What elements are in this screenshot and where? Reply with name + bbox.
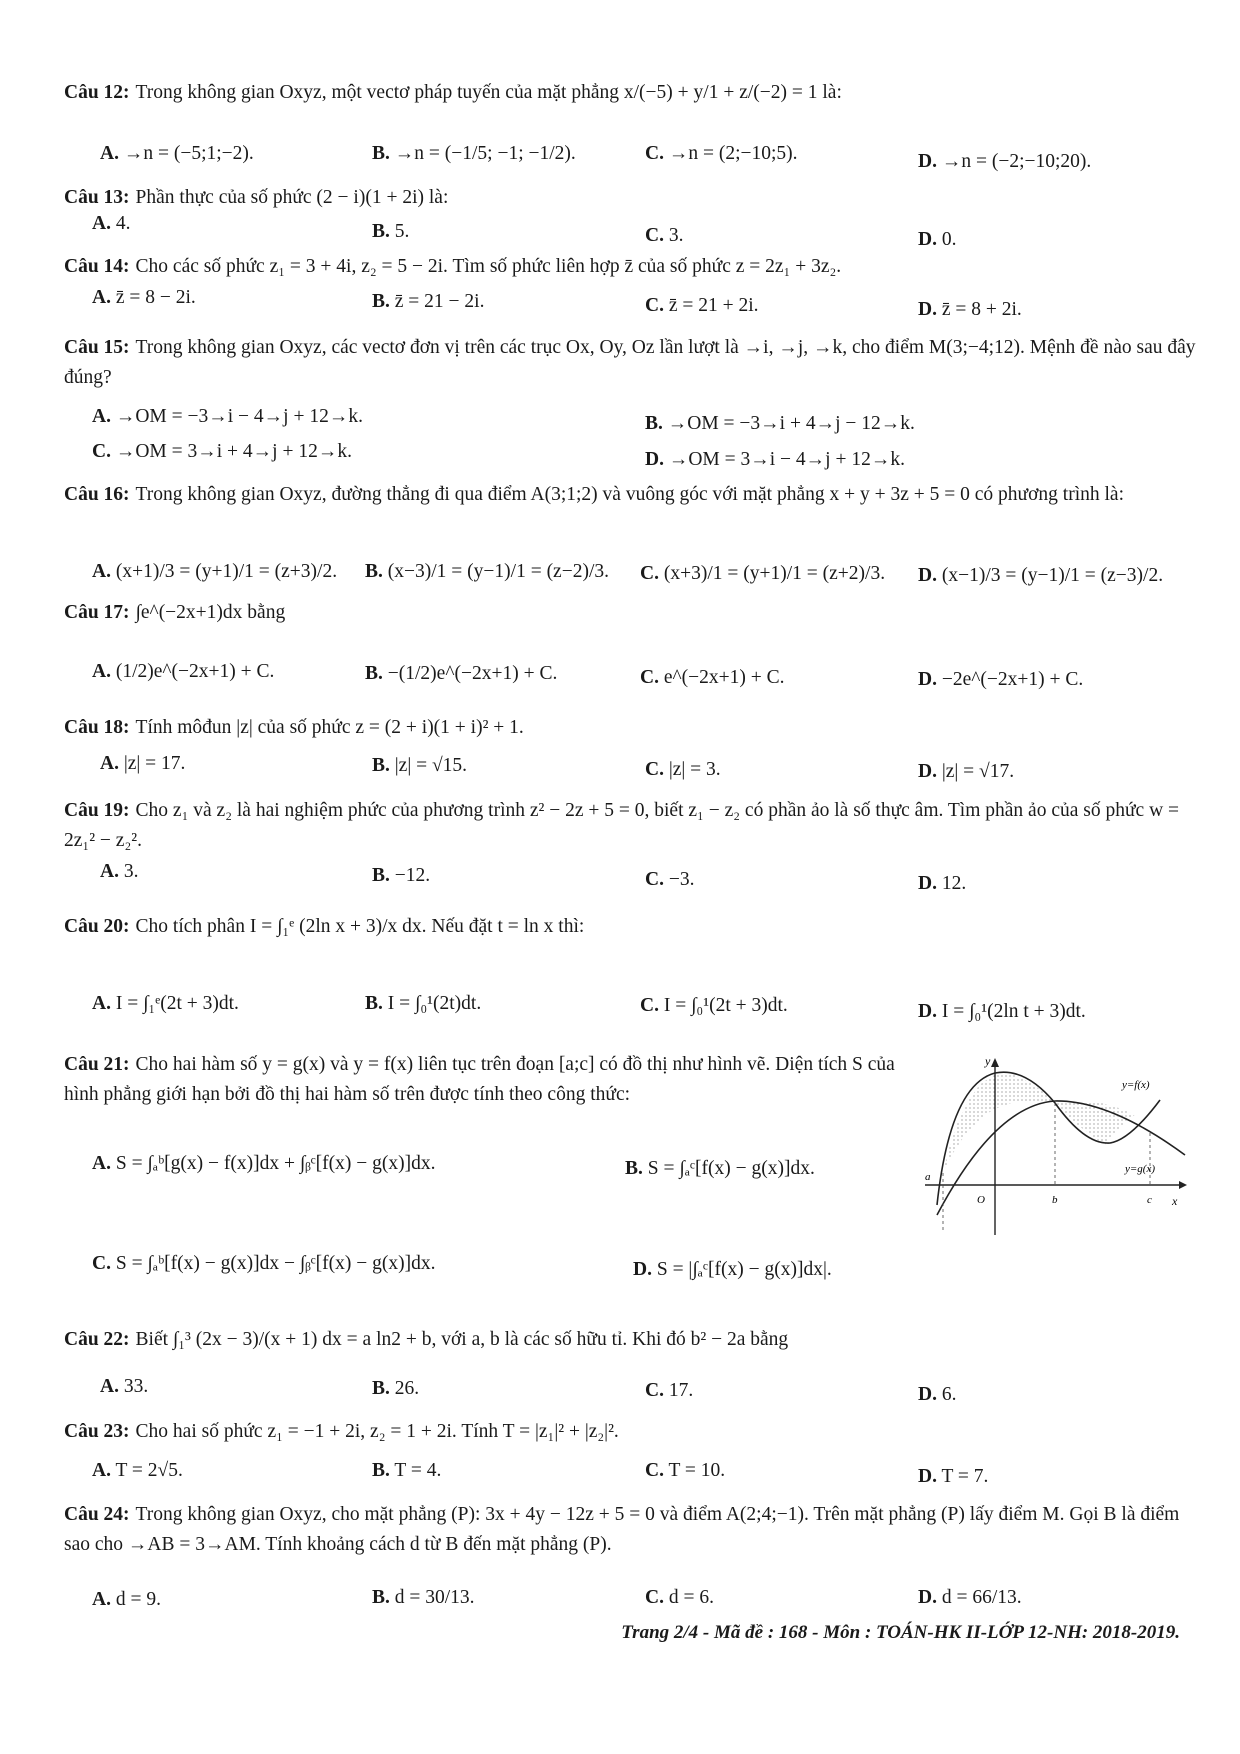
question-text: Trong không gian Oxyz, đường thẳng đi qua điểm A(3;1;2) và vuông góc với mặt phẳng x + y + 3z + 5 = 0 có phương trình là:	[135, 484, 1124, 505]
option-c: C. I = ∫₀¹(2t + 3)dt.	[640, 995, 788, 1016]
x-axis-label: x	[1172, 1194, 1178, 1208]
option-d: D. I = ∫₀¹(2ln t + 3)dt.	[918, 1001, 1086, 1022]
option-d: D. (x−1)/3 = (y−1)/1 = (z−3)/2.	[918, 565, 1164, 586]
label-c: c	[1147, 1194, 1152, 1206]
question-text: Cho các số phức z₁ = 3 + 4i, z₂ = 5 − 2i. Tìm số phức liên hợp z̄ của số phức z = 2z₁ + 3z₂.	[135, 256, 842, 277]
option-a: A. d = 9.	[92, 1589, 161, 1610]
option-a: A. (1/2)e^(−2x+1) + C.	[92, 661, 275, 682]
option-a: A. 4.	[92, 213, 131, 234]
option-a: A. →n = (−5;1;−2).	[100, 143, 254, 164]
question-13	[64, 183, 1204, 213]
option-a: A. 33.	[100, 1376, 149, 1397]
question-label: Câu 14:	[64, 256, 130, 277]
label-o: O	[977, 1194, 985, 1206]
option-c: C. d = 6.	[645, 1587, 714, 1608]
question-19	[64, 796, 1204, 856]
option-a: A. →OM = −3→i − 4→j + 12→k.	[92, 406, 363, 427]
label-a: a	[925, 1171, 931, 1183]
question-14	[64, 252, 1204, 282]
option-b: B. −12.	[372, 865, 431, 886]
question-label: Câu 17:	[64, 602, 130, 623]
option-c: C. e^(−2x+1) + C.	[640, 667, 785, 688]
option-a: A. z̄ = 8 − 2i.	[92, 287, 196, 308]
option-a: A. 3.	[100, 861, 139, 882]
option-d: D. 0.	[918, 229, 957, 250]
question-12	[64, 78, 1204, 108]
question-text: Cho hai số phức z₁ = −1 + 2i, z₂ = 1 + 2i. Tính T = |z₁|² + |z₂|².	[135, 1421, 619, 1442]
option-d: D. 6.	[918, 1384, 957, 1405]
question-text: Phần thực của số phức (2 − i)(1 + 2i) là:	[135, 187, 449, 208]
question-text: Biết ∫₁³ (2x − 3)/(x + 1) dx = a ln2 + b, với a, b là các số hữu tỉ. Khi đó b² − 2a bằng	[135, 1329, 789, 1350]
option-c: C. z̄ = 21 + 2i.	[645, 295, 759, 316]
question-22	[64, 1325, 1204, 1355]
question-18	[64, 713, 1204, 743]
question-label: Câu 16:	[64, 484, 130, 505]
question-15	[64, 333, 1204, 393]
option-b: B. d = 30/13.	[372, 1587, 475, 1608]
question-20	[64, 912, 1204, 942]
question-text: Cho hai hàm số y = g(x) và y = f(x) liên tục trên đoạn [a;c] có đồ thị như hình vẽ. Diện tích S của hình phẳng giới hạn bởi đồ thị hai hàm số trên được tính theo công thức:	[64, 1054, 895, 1105]
option-d: D. |z| = √17.	[918, 761, 1015, 782]
question-label: Câu 19:	[64, 800, 130, 821]
page-footer: Trang 2/4 - Mã đề : 168 - Môn : TOÁN-HK II-LỚP 12-NH: 2018-2019.	[621, 1622, 1180, 1643]
question-text: ∫e^(−2x+1)dx bằng	[135, 602, 286, 623]
option-a: A. I = ∫₁ᵉ(2t + 3)dt.	[92, 993, 239, 1014]
question-text: Tính môđun |z| của số phức z = (2 + i)(1 + i)² + 1.	[135, 717, 524, 738]
label-b: b	[1052, 1194, 1058, 1206]
option-c: C. →OM = 3→i + 4→j + 12→k.	[92, 441, 352, 462]
question-text: Cho tích phân I = ∫₁ᵉ (2ln x + 3)/x dx. Nếu đặt t = ln x thì:	[135, 916, 585, 937]
question-17	[64, 598, 1204, 628]
question-text: Cho z₁ và z₂ là hai nghiệm phức của phương trình z² − 2z + 5 = 0, biết z₁ − z₂ có phần ảo là số thực âm. Tìm phần ảo của số phức w = 2z₁² − z₂².	[64, 800, 1180, 851]
option-d: D. →OM = 3→i − 4→j + 12→k.	[645, 449, 905, 470]
option-b: B. z̄ = 21 − 2i.	[372, 291, 485, 312]
option-d: D. d = 66/13.	[918, 1587, 1022, 1608]
option-a: A. S = ∫ₐᵇ[g(x) − f(x)]dx + ∫ᵦᶜ[f(x) − g(x)]dx.	[92, 1153, 436, 1174]
question-label: Câu 13:	[64, 187, 130, 208]
x-axis-arrow	[1179, 1181, 1187, 1189]
option-b: B. |z| = √15.	[372, 755, 468, 776]
question-label: Câu 23:	[64, 1421, 130, 1442]
label-f: y=f(x)	[1122, 1079, 1150, 1091]
option-a: A. (x+1)/3 = (y+1)/1 = (z+3)/2.	[92, 561, 338, 582]
option-c: C. (x+3)/1 = (y+1)/1 = (z+2)/3.	[640, 563, 886, 584]
option-b: B. T = 4.	[372, 1460, 442, 1481]
question-label: Câu 20:	[64, 916, 130, 937]
option-b: B. S = ∫ₐᶜ[f(x) − g(x)]dx.	[625, 1158, 815, 1179]
option-b: B. →OM = −3→i + 4→j − 12→k.	[645, 413, 915, 434]
question-label: Câu 22:	[64, 1329, 130, 1350]
question-text: Trong không gian Oxyz, cho mặt phẳng (P): 3x + 4y − 12z + 5 = 0 và điểm A(2;4;−1). Trên mặt phẳng (P) lấy điểm M. Gọi B là điểm sao cho →AB = 3→AM. Tính khoảng cách d từ B đến mặt phẳng (P).	[64, 1504, 1180, 1555]
option-b: B. 5.	[372, 221, 410, 242]
option-c: C. T = 10.	[645, 1460, 726, 1481]
option-c: C. S = ∫ₐᵇ[f(x) − g(x)]dx − ∫ᵦᶜ[f(x) − g(x)]dx.	[92, 1253, 436, 1274]
option-d: D. 12.	[918, 873, 967, 894]
y-axis-arrow	[991, 1058, 999, 1067]
question-label: Câu 24:	[64, 1504, 130, 1525]
function-graph	[925, 1055, 1190, 1240]
option-b: B. (x−3)/1 = (y−1)/1 = (z−2)/3.	[365, 561, 609, 582]
option-b: B. I = ∫₀¹(2t)dt.	[365, 993, 482, 1014]
option-a: A. T = 2√5.	[92, 1460, 183, 1481]
label-g: y=g(x)	[1125, 1163, 1156, 1175]
option-d: D. S = |∫ₐᶜ[f(x) − g(x)]dx|.	[633, 1259, 832, 1280]
option-b: B. 26.	[372, 1378, 420, 1399]
option-c: C. 3.	[645, 225, 684, 246]
question-21	[64, 1050, 904, 1110]
option-d: D. T = 7.	[918, 1466, 989, 1487]
option-d: D. z̄ = 8 + 2i.	[918, 299, 1022, 320]
option-b: B. →n = (−1/5; −1; −1/2).	[372, 143, 576, 164]
question-23	[64, 1417, 1204, 1447]
option-c: C. 17.	[645, 1380, 694, 1401]
shaded-region-left	[943, 1073, 1055, 1173]
option-c: C. −3.	[645, 869, 695, 890]
question-label: Câu 18:	[64, 717, 130, 738]
question-label: Câu 15:	[64, 337, 130, 358]
question-label: Câu 12:	[64, 82, 130, 103]
option-d: D. →n = (−2;−10;20).	[918, 151, 1092, 172]
question-24	[64, 1500, 1204, 1560]
option-d: D. −2e^(−2x+1) + C.	[918, 669, 1084, 690]
option-c: C. |z| = 3.	[645, 759, 721, 780]
option-a: A. |z| = 17.	[100, 753, 186, 774]
option-b: B. −(1/2)e^(−2x+1) + C.	[365, 663, 558, 684]
question-label: Câu 21:	[64, 1054, 130, 1075]
y-axis-label: y	[985, 1055, 991, 1068]
option-c: C. →n = (2;−10;5).	[645, 143, 798, 164]
question-16	[64, 480, 1204, 510]
question-text: Trong không gian Oxyz, một vectơ pháp tuyến của mặt phẳng x/(−5) + y/1 + z/(−2) = 1 là:	[135, 82, 842, 103]
question-text: Trong không gian Oxyz, các vectơ đơn vị trên các trục Ox, Oy, Oz lần lượt là →i, →j, →k, cho điểm M(3;−4;12). Mệnh đề nào sau đây đúng?	[64, 337, 1196, 388]
